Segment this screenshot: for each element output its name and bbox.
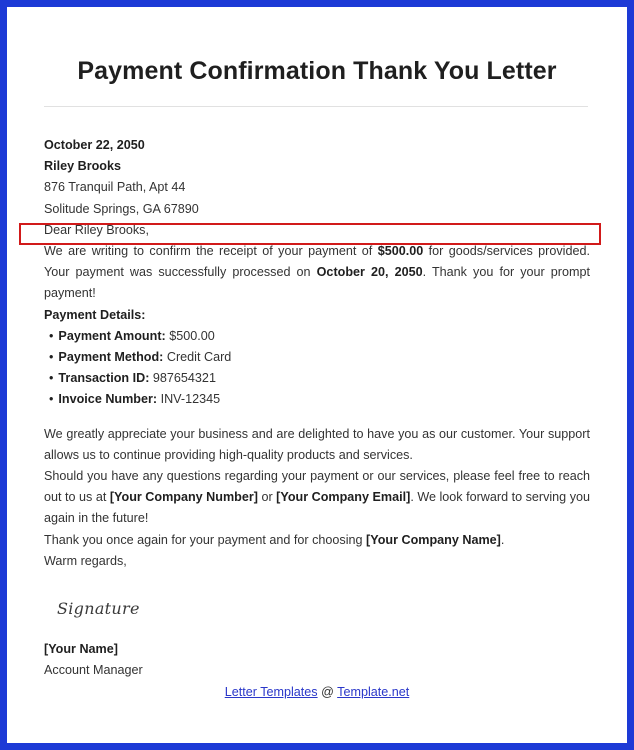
letter-body [44, 135, 590, 682]
recipient-name: Riley Brooks [44, 159, 121, 174]
intro-paragraph: We are writing to confirm the receipt of your payment of $500.00 for goods/services provided. Your payment was successfully processed on October 20, 2050. Thank you for your prompt payment! [44, 244, 591, 301]
footer: Letter Templates @ Template.net [224, 685, 410, 699]
detail-payment-amount: • Payment Amount: $500.00 [49, 326, 590, 347]
sender-title: Account Manager [44, 663, 143, 678]
letter-templates-link[interactable]: Letter Templates [224, 685, 318, 699]
page-title: Payment Confirmation Thank You Letter [77, 57, 557, 85]
detail-invoice-number: • Invoice Number: INV-12345 [49, 389, 590, 410]
signature-image: Signature [57, 599, 140, 619]
payment-amount-inline: $500.00 [377, 244, 424, 259]
salutation: Dear Riley Brooks, [44, 222, 149, 237]
detail-transaction-id: • Transaction ID: 987654321 [49, 368, 590, 389]
sender-name: [Your Name] [44, 642, 118, 657]
recipient-address-line1: 876 Tranquil Path, Apt 44 [44, 180, 186, 195]
payment-details-list [44, 326, 590, 411]
details-heading: Payment Details: [44, 307, 146, 322]
template-net-link[interactable]: Template.net [337, 685, 410, 699]
appreciation-paragraph: We greatly appreciate your business and are delighted to have you as our customer. Your support allows us to continue providing high-quality products and services. [44, 426, 590, 462]
closing: Warm regards, [44, 553, 127, 568]
thanks-paragraph: Thank you once again for your payment and for choosing [Your Company Name]. [44, 532, 505, 547]
letter-page [7, 7, 627, 743]
recipient-address-line2: Solitude Springs, GA 67890 [44, 201, 199, 216]
title-divider [44, 106, 588, 107]
questions-paragraph: Should you have any questions regarding your payment or our services, please feel free to reach out to us at [Your Company Number] or [Your Company Email]. We look forward to serving you again in the future! [44, 469, 590, 526]
letter-date: October 22, 2050 [44, 138, 145, 152]
highlight-box [19, 223, 601, 245]
detail-payment-method: • Payment Method: Credit Card [49, 347, 590, 368]
processed-date-inline: October 20, 2050 [316, 265, 423, 280]
